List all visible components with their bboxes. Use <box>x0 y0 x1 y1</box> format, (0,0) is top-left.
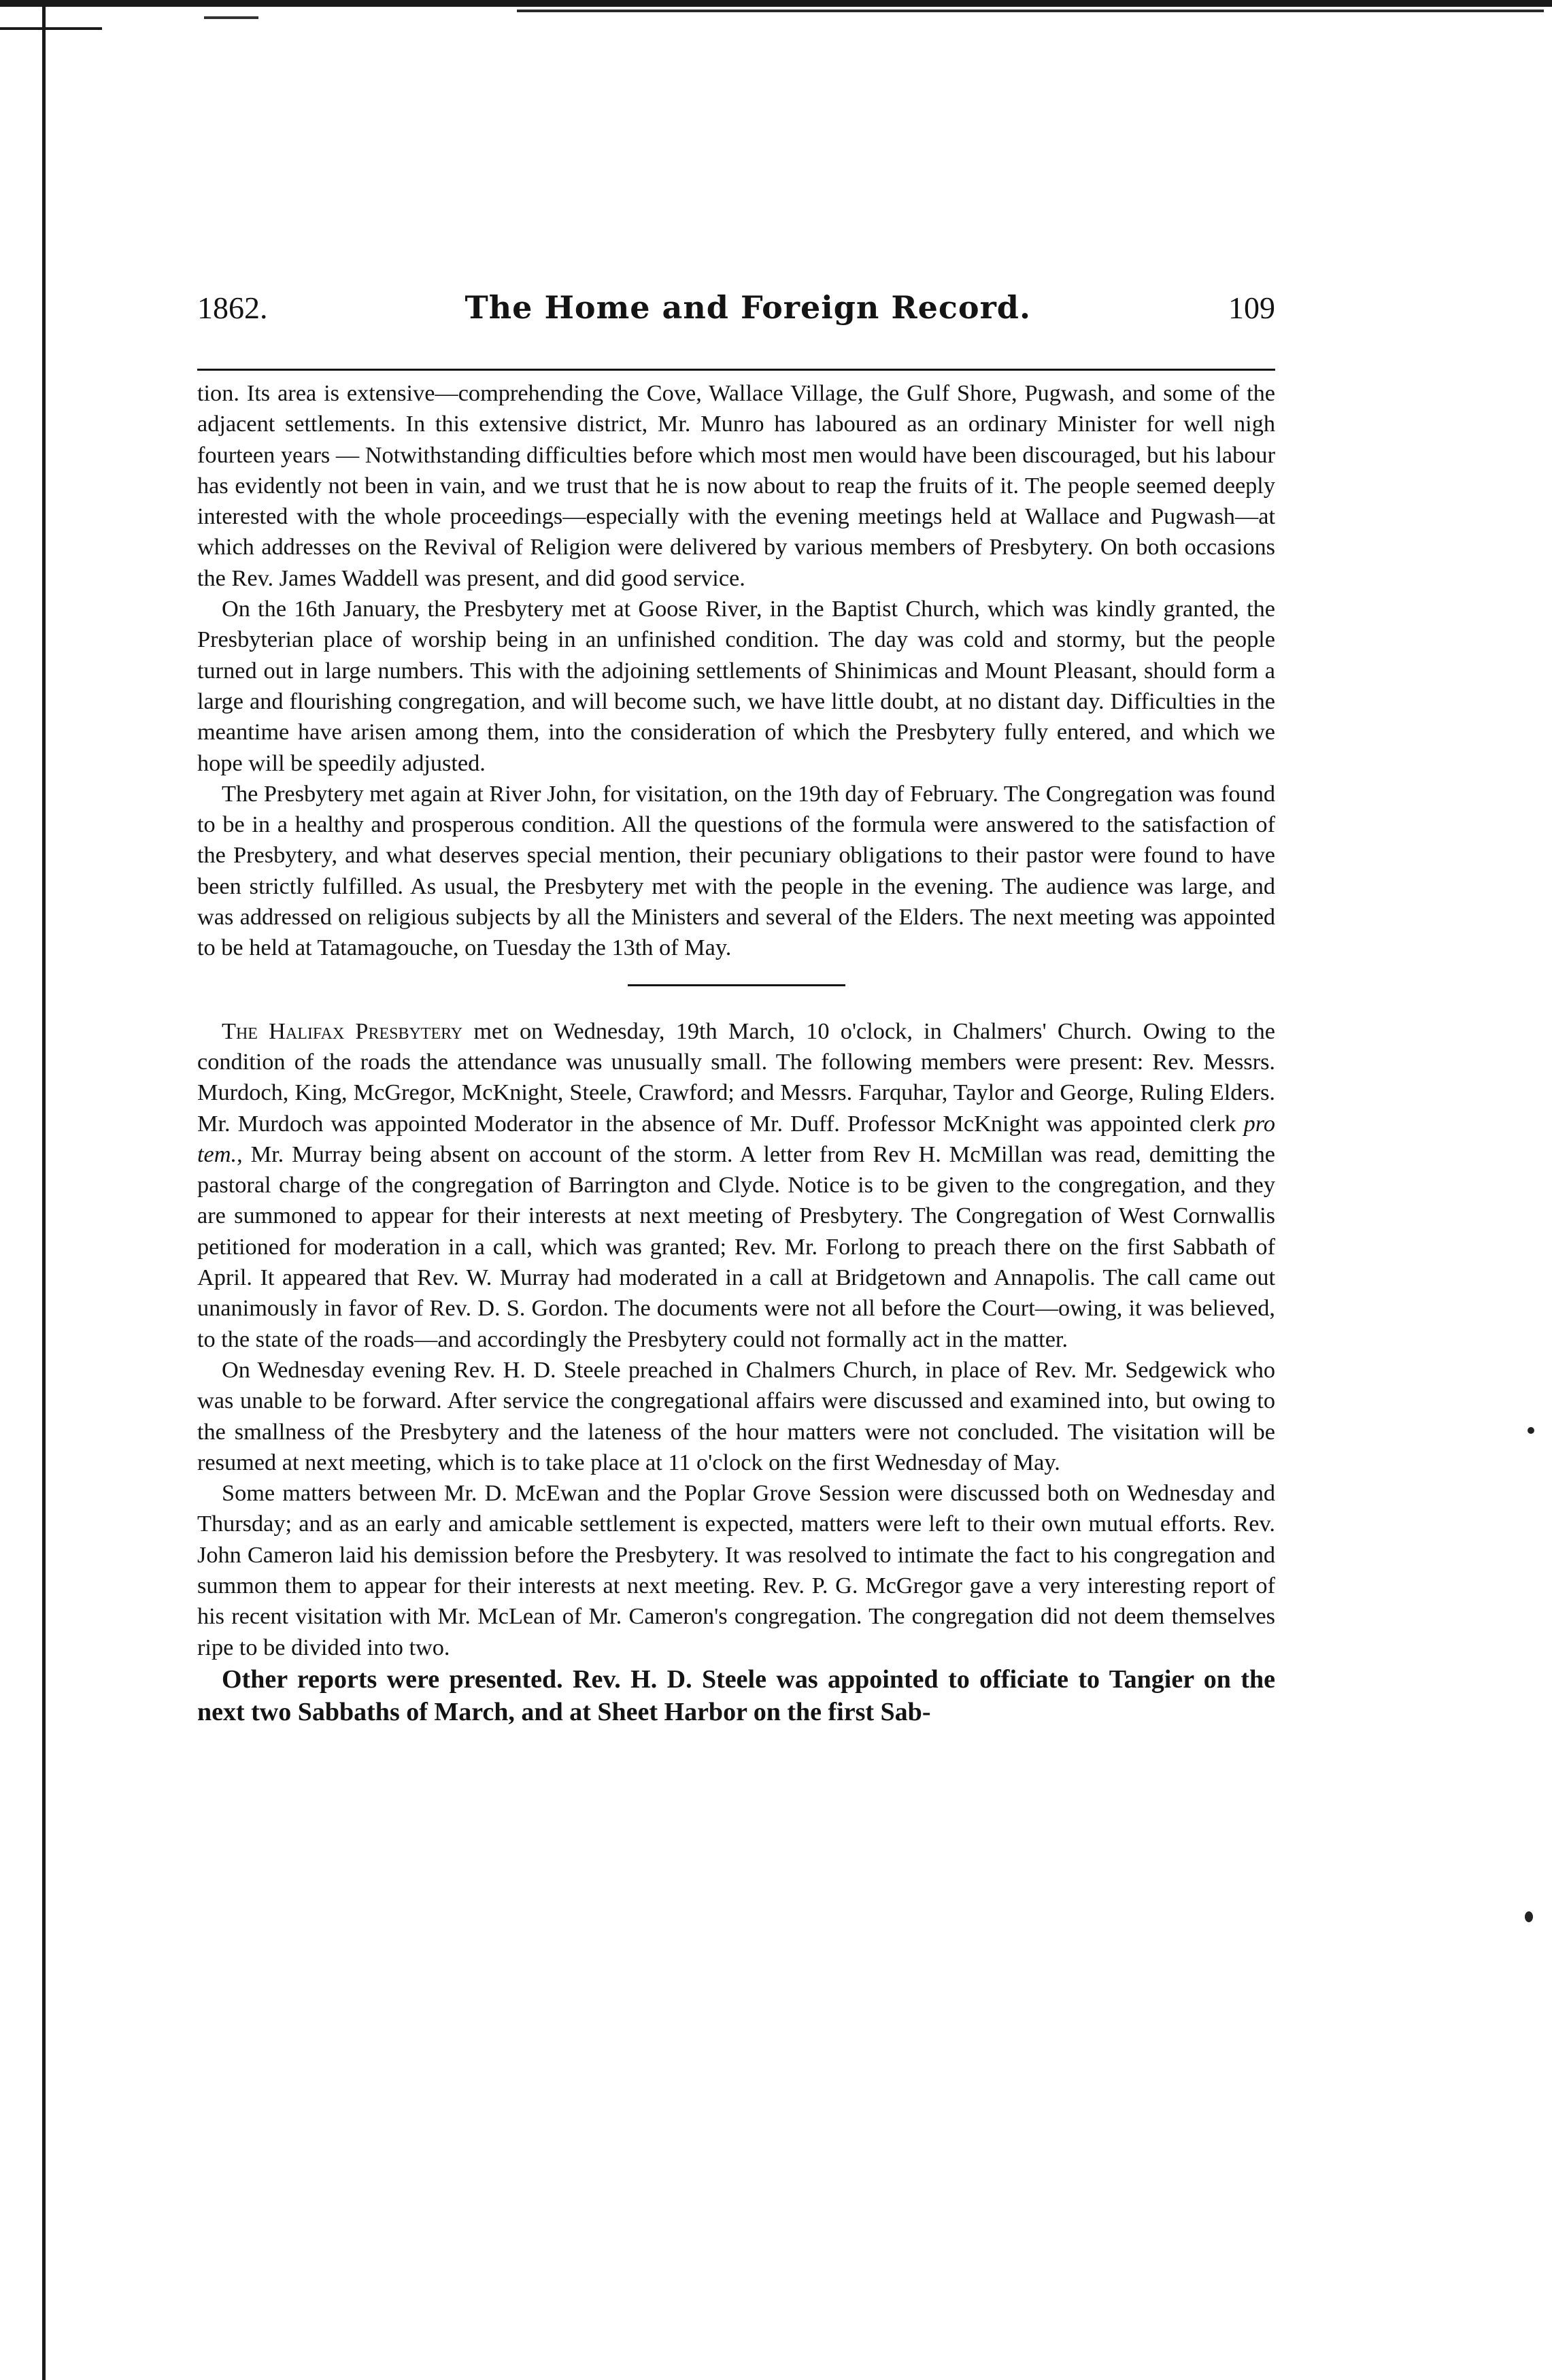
paragraph-text: , Mr. Murray being absent on account of the storm. A letter from Rev H. McMillan was read, demitting the pastoral charge of the congregation of Barrington and Clyde. Notice is to be given to the congregation, and they are summoned to appear for their interests at next meeting of Presbytery. The Congregation of West Cornwallis petitioned for moderation in a call, which was granted; Rev. Mr. Forlong to preach there on the first Sabbath of April. It appeared that Rev. W. Murray had moderated in a call at Bridgetown and Annapolis. The call came out unanimously in favor of Rev. D. S. Gordon. The documents were not all before the Court—owing, it was believed, to the state of the roads—and accordingly the Presbytery could not formally act in the matter. <box>197 1141 1275 1352</box>
section-lead: The Halifax Presbytery <box>222 1018 463 1044</box>
scan-mark <box>204 16 258 19</box>
paragraph: tion. Its area is extensive—comprehending the Cove, Wallace Village, the Gulf Shore, Pugwash, and some of the adjacent settlements. In this extensive district, Mr. Munro has laboured as an ordinary Minister for well nigh fourteen years — Notwithstanding difficulties before which most men would have been discouraged, but his labour has evidently not been in vain, and we trust that he is now about to reap the fruits of it. The people seemed deeply interested with the whole proceedings—especially with the evening meetings held at Wallace and Pugwash—at which addresses on the Revival of Religion were delivered by various members of Presbytery. On both occasions the Rev. James Waddell was present, and did good service. <box>197 380 1275 591</box>
scan-mark-left <box>0 27 102 30</box>
scan-speck <box>1528 1427 1534 1434</box>
page-number: 109 <box>1228 290 1275 325</box>
running-header <box>197 289 1275 343</box>
paragraph: On Wednesday evening Rev. H. D. Steele preached in Chalmers Church, in place of Rev. Mr. Sedgewick who was unable to be forward. After service the congregational affairs were discussed and examined into, but owing to the smallness of the Presbytery and the lateness of the hour matters were not concluded. The visitation will be resumed at next meeting, which is to take place at 11 o'clock on the first Wednesday of May. <box>197 1356 1275 1475</box>
scan-border-top-secondary <box>517 10 1544 12</box>
journal-title: The Home and Foreign Record. <box>465 289 1031 326</box>
article-body <box>197 378 1275 1728</box>
paragraph-text: met on Wednesday, 19th March, 10 o'clock, in Chalmers' Church. Owing to the condition of the roads the attendance was unusually small. The following members were present: Rev. Messrs. Murdoch, King, McGregor, McKnight, Steele, Crawford; and Messrs. Farquhar, Taylor and George, Ruling Elders. Mr. Murdoch was appointed Moderator in the absence of Mr. Duff. Professor McKnight was appointed clerk <box>197 1018 1275 1137</box>
section-separator <box>628 984 845 986</box>
scan-speck <box>1525 1911 1533 1922</box>
paragraph: The Presbytery met again at River John, for visitation, on the 19th day of February. The Congregation was found to be in a healthy and prosperous condition. All the questions of the formula were answered to the satisfaction of the Presbytery, and what deserves special mention, their pecuniary obligations to their pastor were found to have been strictly fulfilled. As usual, the Presbytery met with the people in the evening. The audience was large, and was addressed on religious subjects by all the Ministers and several of the Elders. The next meeting was appointed to be held at Tatamagouche, on Tuesday the 13th of May. <box>197 780 1275 961</box>
paragraph: Other reports were presented. Rev. H. D. Steele was appointed to officiate to Tangier on the next two Sabbaths of March, and at Sheet Harbor on the first Sab- <box>197 1664 1275 1726</box>
paragraph <box>197 1016 1275 1355</box>
header-rule <box>197 369 1275 371</box>
paragraph: On the 16th January, the Presbytery met at Goose River, in the Baptist Church, which was kindly granted, the Presbyterian place of worship being in an unfinished condition. The day was cold and stormy, but the people turned out in large numbers. This with the adjoining settlements of Shinimicas and Mount Pleasant, should form a large and flourishing congregation, and will become such, we have little doubt, at no distant day. Difficulties in the meantime have arisen among them, into the consideration of which the Presbytery fully entered, and which we hope will be speedily adjusted. <box>197 596 1275 776</box>
italic-term: pro tem. <box>197 1110 1275 1167</box>
scan-border-left <box>42 0 46 2380</box>
scan-border-top <box>0 0 1552 7</box>
paragraph: Some matters between Mr. D. McEwan and the Poplar Grove Session were discussed both on Wednesday and Thursday; and as an early and amicable settlement is expected, matters were left to their own mutual efforts. Rev. John Cameron laid his demission before the Presbytery. It was resolved to intimate the fact to his congregation and summon them to appear for their interests at next meeting. Rev. P. G. McGregor gave a very interesting report of his recent visitation with Mr. McLean of Mr. Cameron's congregation. The congregation did not deem themselves ripe to be divided into two. <box>197 1480 1275 1660</box>
header-year: 1862. <box>197 290 268 325</box>
